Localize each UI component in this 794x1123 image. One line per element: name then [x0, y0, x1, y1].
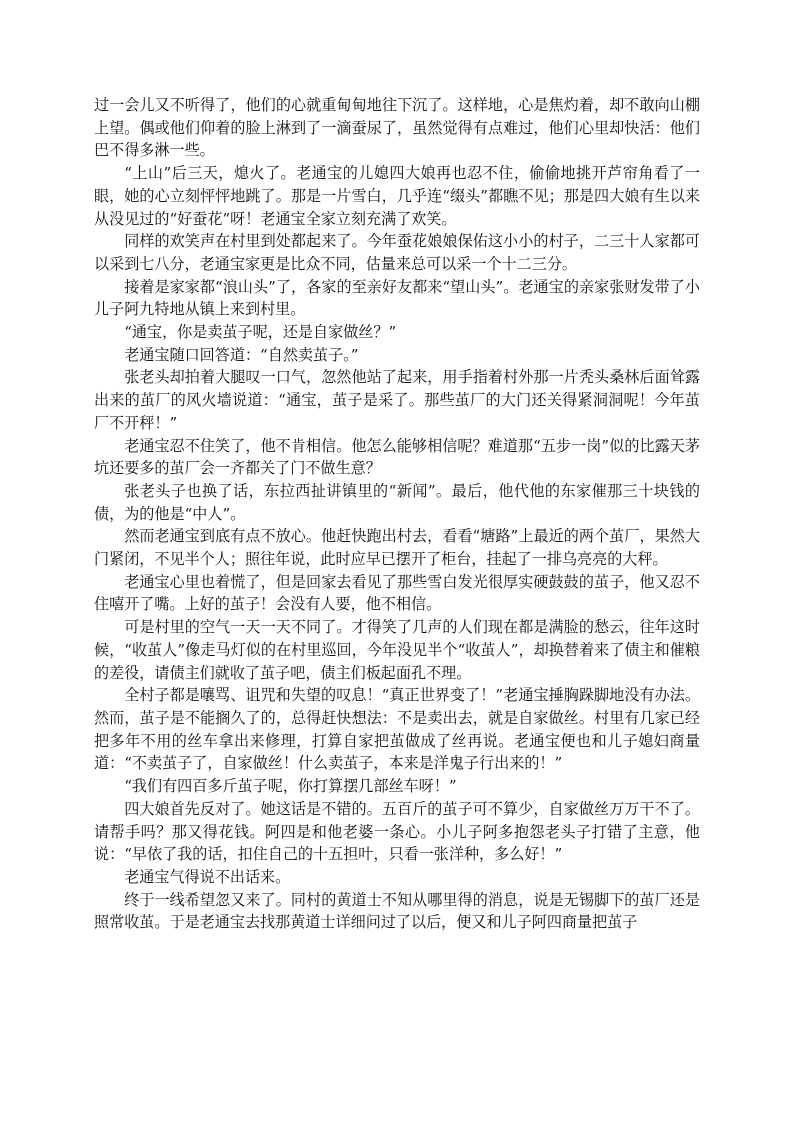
- paragraph-15: 四大娘首先反对了。她这话是不错的。五百斤的茧子可不算少，自家做丝万万干不了。请帮手吗？那又得花钱。阿四是和他老婆一条心。小儿子阿多抱怨老头子打错了主意，他说：“早依了我的话，扣住自己的十五担叶，只看一张洋种，多么好！”: [94, 799, 700, 864]
- document-page: [94, 94, 700, 934]
- paragraph-9: 张老头子也换了话，东拉西扯讲镇里的“新闻”。最后，他代他的东家催那三十块钱的债，为的他是“中人”。: [94, 481, 700, 523]
- paragraph-14: “我们有四百多斤茧子呢，你打算摆几部丝车呀！”: [124, 777, 457, 796]
- paragraph-8: 老通宝忍不住笑了，他不肯相信。他怎么能够相信呢？难道那“五步一岗”似的比露天茅坑还要多的茧厂会一齐都关了门不做生意？: [94, 436, 700, 478]
- paragraph-13: 全村子都是嚷骂、诅咒和失望的叹息！“真正世界变了！”老通宝捶胸跺脚地没有办法。然而，茧子是不能搁久了的，总得赶快想法：不是卖出去，就是自家做丝。村里有几家已经把多年不用的丝车拿出来修理，打算自家把茧做成了丝再说。老通宝便也和儿子媳妇商量道：“不卖茧子了，自家做丝！什么卖茧子，本来是洋鬼子行出来的！”: [94, 686, 700, 773]
- paragraph-7: 张老头却拍着大腿叹一口气，忽然他站了起来，用手指着村外那一片秃头桑林后面耸露出来的茧厂的风火墙说道：“通宝，茧子是采了。那些茧厂的大门还关得紧洞洞呢！今年茧厂不开秤！”: [94, 368, 700, 432]
- paragraph-11: 老通宝心里也着慌了，但是回家去看见了那些雪白发光很厚实硬鼓鼓的茧子，他又忍不住嘻开了嘴。上好的茧子！会没有人要，他不相信。: [94, 572, 700, 614]
- paragraph-2: “上山”后三天，熄火了。老通宝的儿媳四大娘再也忍不住，偷偷地挑开芦帘角看了一眼，她的心立刻怦怦地跳了。那是一片雪白，几乎连“缀头”都瞧不见；那是四大娘有生以来从没见过的“好蚕花”呀！老通宝全家立刻充满了欢笑。: [94, 164, 700, 228]
- paragraph-10: 然而老通宝到底有点不放心。他赶快跑出村去，看看“塘路”上最近的两个茧厂，果然大门紧闭，不见半个人；照往年说，此时应早已摆开了柜台，挂起了一排乌亮亮的大秤。: [94, 527, 700, 569]
- paragraph-5: “通宝，你是卖茧子呢，还是自家做丝？”: [124, 323, 397, 342]
- paragraph-3: 同样的欢笑声在村里到处都起来了。今年蚕花娘娘保佑这小小的村子，二三十人家都可以采到七八分，老通宝家更是比众不同，估量来总可以采一个十二三分。: [94, 232, 700, 273]
- paragraph-12: 可是村里的空气一天一天不同了。才得笑了几声的人们现在都是满脸的愁云，往年这时候，“收茧人”像走马灯似的在村里巡回，今年没见半个“收茧人”，却换替着来了债主和催粮的差役，请债主们就收了茧子吧，债主们板起面孔不理。: [94, 618, 700, 682]
- paragraph-6: 老通宝随口回答道：“自然卖茧子。”: [124, 345, 359, 364]
- paragraph-1: 过一会儿又不听得了，他们的心就重甸甸地往下沉了。这样地，心是焦灼着，却不敢向山棚上望。偶或他们仰着的脸上淋到了一滴蚕尿了，虽然觉得有点难过，他们心里却快活：他们巴不得多淋一些。: [94, 96, 700, 160]
- paragraph-4: 接着是家家都“浪山头”了，各家的至亲好友都来“望山头”。老通宝的亲家张财发带了小儿子阿九特地从镇上来到村里。: [94, 277, 700, 319]
- paragraph-17: 终于一线希望忽又来了。同村的黄道士不知从哪里得的消息，说是无锡脚下的茧厂还是照常收茧。于是老通宝去找那黄道士详细问过了以后，便又和儿子阿四商量把茧子: [94, 890, 700, 932]
- paragraph-16: 老通宝气得说不出话来。: [124, 867, 291, 886]
